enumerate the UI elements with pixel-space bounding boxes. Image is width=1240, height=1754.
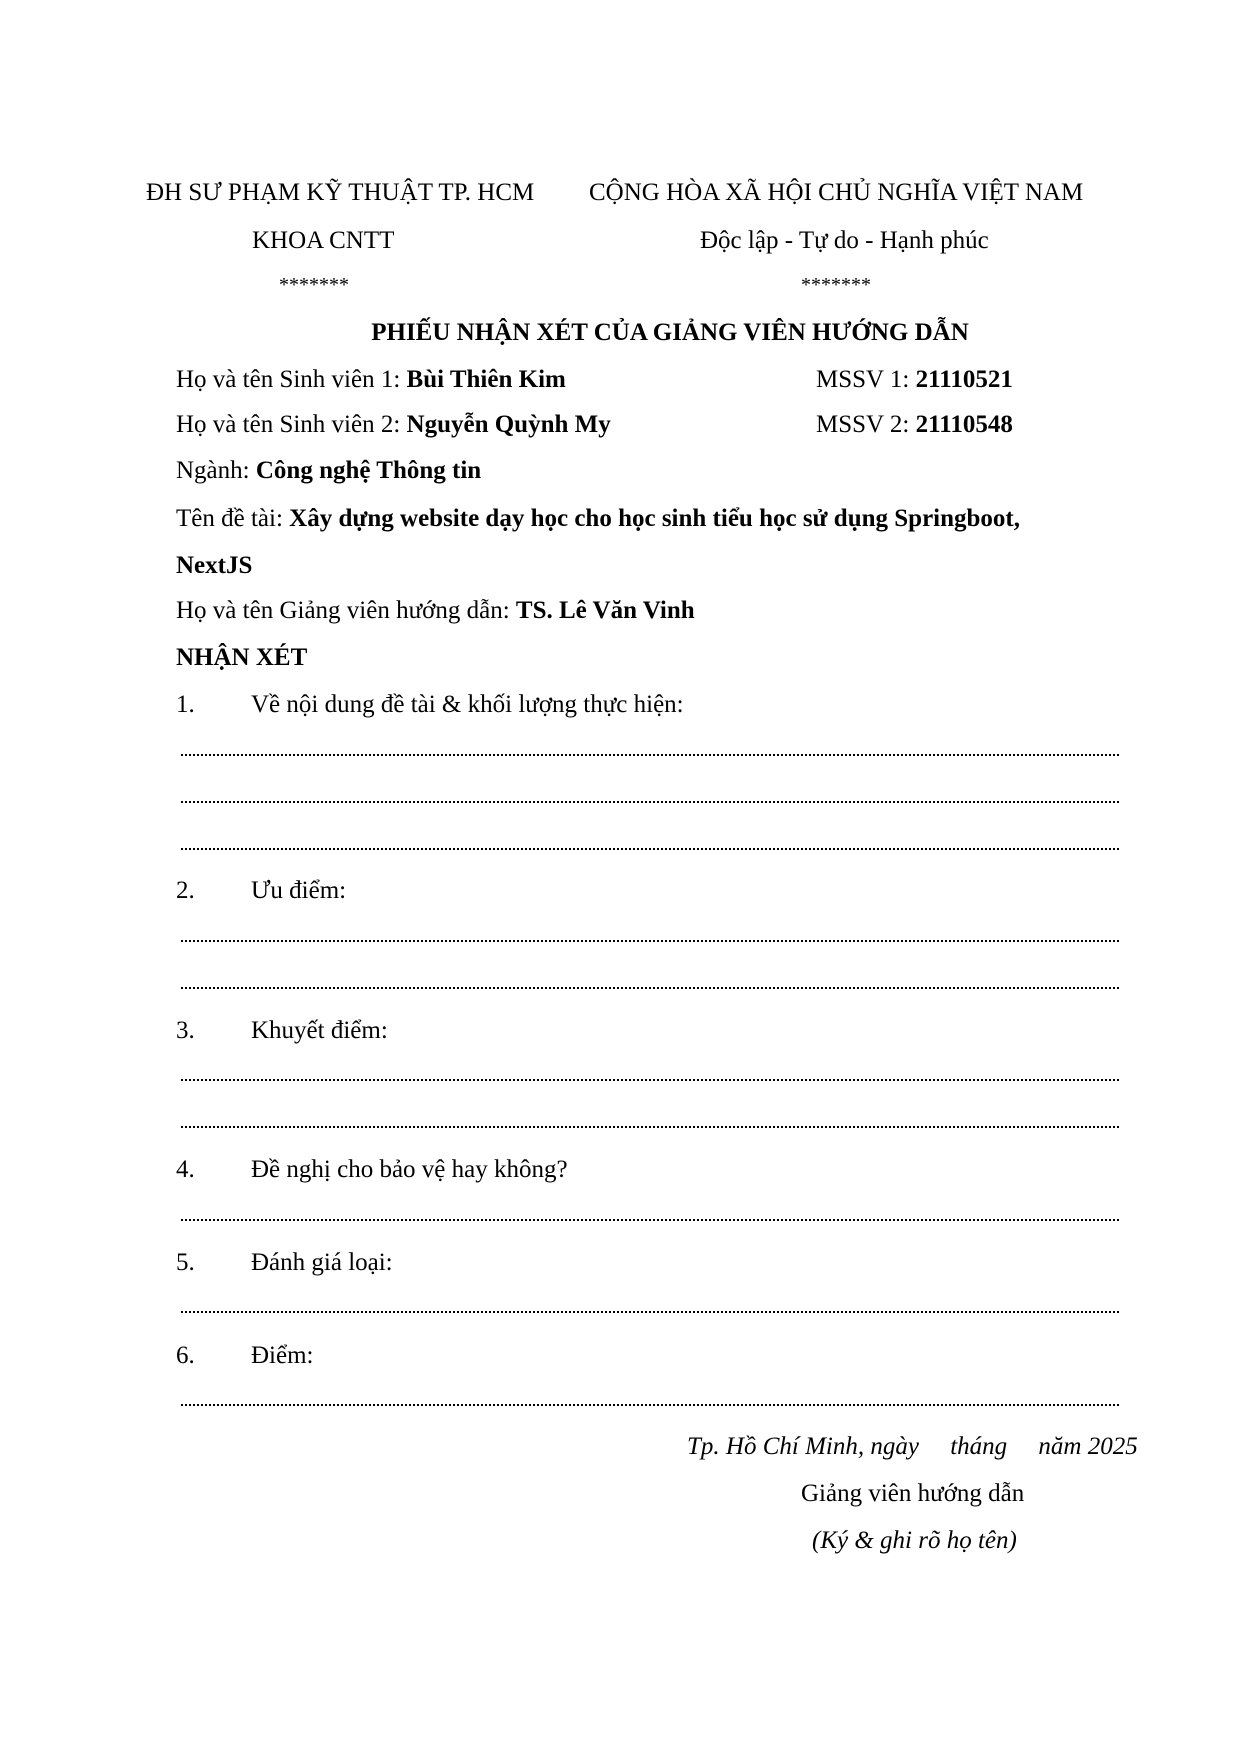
student1-id-row <box>816 365 1013 395</box>
student1-row <box>176 365 566 395</box>
answer-line[interactable] <box>181 799 1119 803</box>
student2-id: 21110548 <box>915 411 1013 438</box>
student1-name: Bùi Thiên Kim <box>406 366 566 393</box>
advisor-label: Họ và tên Giảng viên hướng dẫn: <box>176 597 516 624</box>
topic-label: Tên đề tài: <box>176 505 290 532</box>
national-motto: Độc lập - Tự do - Hạnh phúc <box>700 227 989 254</box>
signature-date-line: Tp. Hồ Chí Minh, ngày tháng năm 2025 <box>687 1433 1138 1460</box>
student2-id-row <box>816 410 1013 440</box>
section-5-label: Đánh giá loại: <box>251 1249 393 1276</box>
student2-id-label: MSSV 2: <box>816 411 916 438</box>
section-6-label: Điểm: <box>251 1342 314 1369</box>
section-3-label: Khuyết điểm: <box>251 1017 388 1044</box>
section-5-number: 5. <box>176 1249 195 1276</box>
student2-row <box>176 410 611 440</box>
review-heading: NHẬN XÉT <box>176 644 308 671</box>
answer-line[interactable] <box>181 846 1119 850</box>
answer-line[interactable] <box>181 1217 1119 1221</box>
section-1-label: Về nội dung đề tài & khối lượng thực hiện: <box>251 691 684 718</box>
faculty-name: KHOA CNTT <box>252 227 395 254</box>
section-6-number: 6. <box>176 1342 195 1369</box>
topic-row <box>176 504 1020 534</box>
answer-line[interactable] <box>181 1402 1119 1406</box>
section-3-number: 3. <box>176 1017 195 1044</box>
answer-line[interactable] <box>181 1309 1119 1313</box>
student2-label: Họ và tên Sinh viên 2: <box>176 411 407 438</box>
topic-line2: NextJS <box>176 552 253 579</box>
signature-note: (Ký & ghi rõ họ tên) <box>812 1527 1017 1554</box>
nation-name: CỘNG HÒA XÃ HỘI CHỦ NGHĨA VIỆT NAM <box>589 179 1084 206</box>
signature-role: Giảng viên hướng dẫn <box>801 1480 1025 1507</box>
form-title: PHIẾU NHẬN XÉT CỦA GIẢNG VIÊN HƯỚNG DẪN <box>371 319 969 346</box>
answer-line[interactable] <box>181 752 1119 756</box>
section-1-number: 1. <box>176 691 195 718</box>
university-name: ĐH SƯ PHẠM KỸ THUẬT TP. HCM <box>146 179 535 206</box>
advisor-name: TS. Lê Văn Vinh <box>515 597 695 624</box>
student1-label: Họ và tên Sinh viên 1: <box>176 366 407 393</box>
section-2-number: 2. <box>176 877 195 904</box>
advisor-row <box>176 596 695 626</box>
answer-line[interactable] <box>181 938 1119 942</box>
section-4-number: 4. <box>176 1156 195 1183</box>
topic-line1: Xây dựng website dạy học cho học sinh tiểu học sử dụng Springboot, <box>289 505 1021 532</box>
major-value: Công nghệ Thông tin <box>255 457 482 484</box>
major-row <box>176 456 481 486</box>
right-stars: ******* <box>801 274 871 296</box>
answer-line[interactable] <box>181 985 1119 989</box>
student1-id: 21110521 <box>915 366 1013 393</box>
section-2-label: Ưu điểm: <box>251 877 347 904</box>
answer-line[interactable] <box>181 1124 1119 1128</box>
major-label: Ngành: <box>176 457 256 484</box>
student2-name: Nguyễn Quỳnh My <box>406 411 611 438</box>
section-4-label: Đề nghị cho bảo vệ hay không? <box>251 1156 568 1183</box>
answer-line[interactable] <box>181 1077 1119 1081</box>
left-stars: ******* <box>279 274 349 296</box>
student1-id-label: MSSV 1: <box>816 366 916 393</box>
